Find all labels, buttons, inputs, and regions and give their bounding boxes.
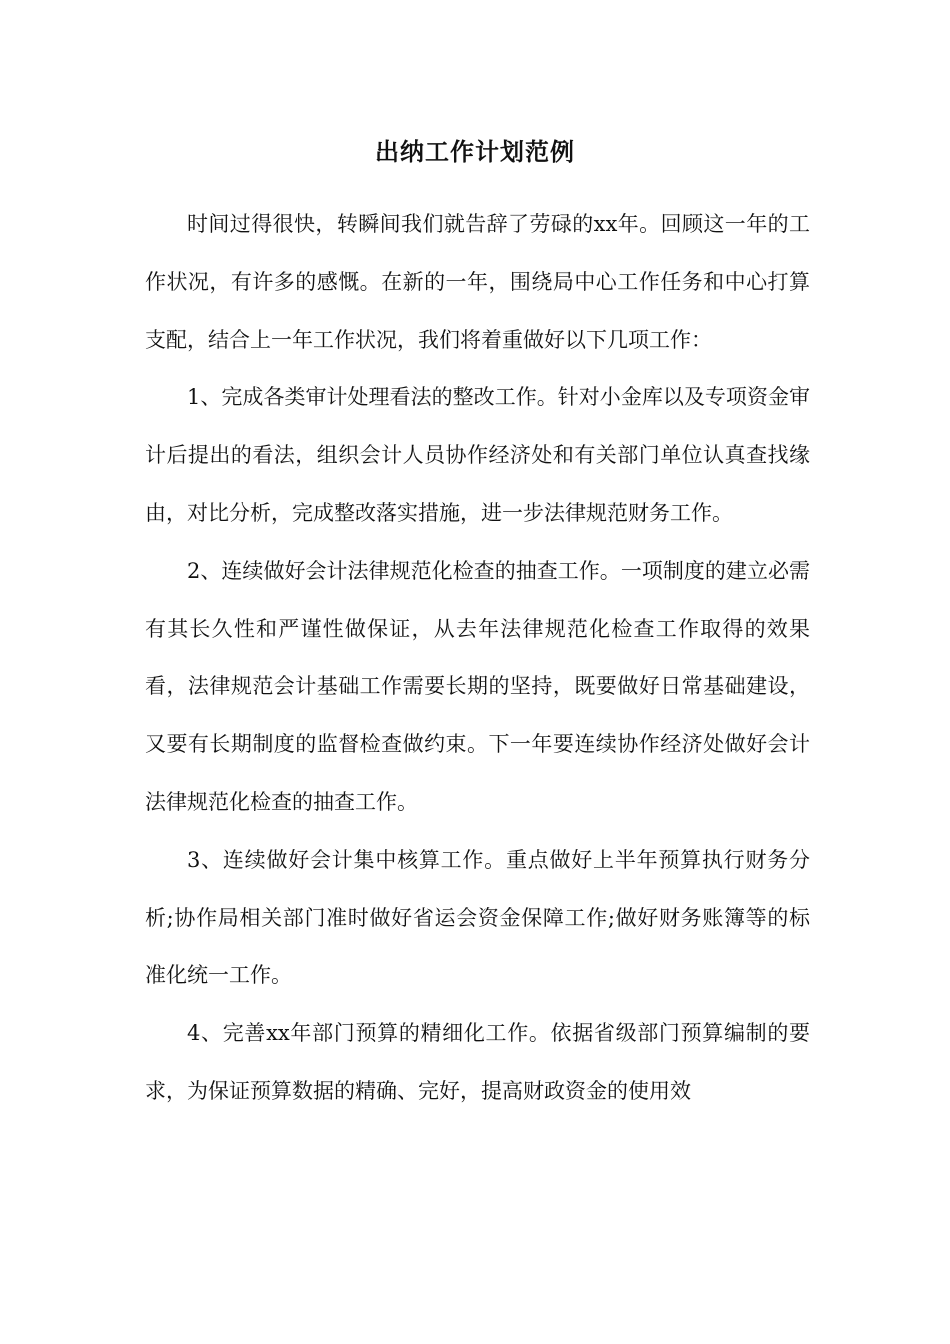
document-body xyxy=(145,196,810,1121)
paragraph-item-1: 1、完成各类审计处理看法的整改工作。针对小金库以及专项资金审计后提出的看法，组织会计人员协作经济处和有关部门单位认真查找缘由，对比分析，完成整改落实措施，进一步法律规范财务工作。 xyxy=(145,385,810,525)
paragraph-item-3: 3、连续做好会计集中核算工作。重点做好上半年预算执行财务分析;协作局相关部门准时做好省运会资金保障工作;做好财务账簿等的标准化统一工作。 xyxy=(145,847,810,988)
paragraph-item-2: 2、连续做好会计法律规范化检查的抽查工作。一项制度的建立必需有其长久性和严谨性做保证，从去年法律规范化检查工作取得的效果看，法律规范会计基础工作需要长期的坚持，既要做好日常基础建设，又要有长期制度的监督检查做约束。下一年要连续协作经济处做好会计法律规范化检查的抽查工作。 xyxy=(145,558,810,814)
document-title: 出纳工作计划范例 xyxy=(375,137,575,166)
paragraph-intro: 时间过得很快，转瞬间我们就告辞了劳碌的xx年。回顾这一年的工作状况，有许多的感慨。在新的一年，围绕局中心工作任务和中心打算支配，结合上一年工作状况，我们将着重做好以下几项工作： xyxy=(145,212,810,352)
paragraph-item-4: 4、完善xx年部门预算的精细化工作。依据省级部门预算编制的要求，为保证预算数据的精确、完好，提高财政资金的使用效 xyxy=(145,1021,810,1103)
